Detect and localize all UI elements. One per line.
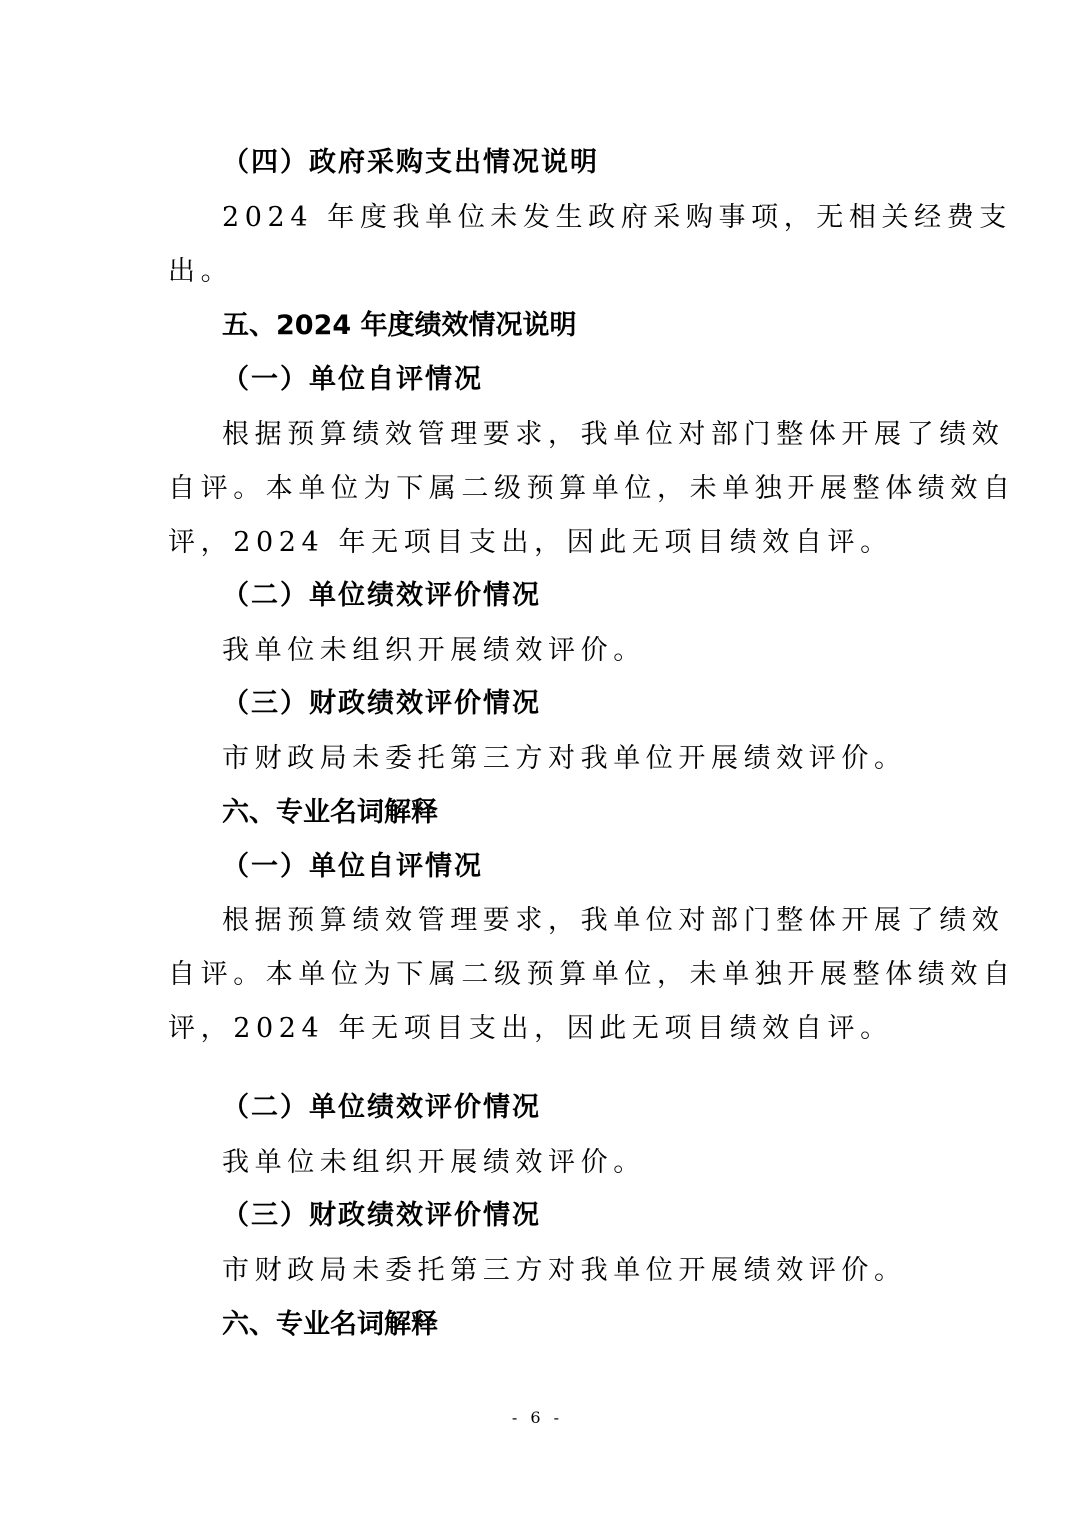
subheading-unit-evaluation: （二）单位绩效评价情况 [222,1092,541,1123]
section-heading-terms: 六、专业名词解释 [222,1309,438,1340]
paragraph-line: 出。 [168,256,234,287]
section-heading-terms: 六、专业名词解释 [222,797,438,828]
subheading-self-evaluation: （一）单位自评情况 [222,364,483,395]
page-number: - 6 - [511,1408,564,1427]
subheading-self-evaluation: （一）单位自评情况 [222,851,483,882]
paragraph-line: 2024 年度我单位未发生政府采购事项，无相关经费支 [222,202,1012,233]
paragraph-line: 自评。本单位为下属二级预算单位，未单独开展整体绩效自 [168,959,1016,990]
subheading-finance-evaluation: （三）财政绩效评价情况 [222,1200,541,1231]
paragraph-line: 评，2024 年无项目支出，因此无项目绩效自评。 [168,527,893,558]
paragraph-line: 市财政局未委托第三方对我单位开展绩效评价。 [222,1255,907,1286]
paragraph-line: 根据预算绩效管理要求，我单位对部门整体开展了绩效 [222,419,1005,450]
paragraph-line: 我单位未组织开展绩效评价。 [222,635,646,666]
subheading-unit-evaluation: （二）单位绩效评价情况 [222,580,541,611]
subheading-government-procurement: （四）政府采购支出情况说明 [222,147,599,178]
paragraph-line: 我单位未组织开展绩效评价。 [222,1147,646,1178]
subheading-finance-evaluation: （三）财政绩效评价情况 [222,688,541,719]
paragraph-line: 评，2024 年无项目支出，因此无项目绩效自评。 [168,1013,893,1044]
paragraph-line: 市财政局未委托第三方对我单位开展绩效评价。 [222,743,907,774]
section-heading-performance: 五、2024 年度绩效情况说明 [222,310,577,341]
paragraph-line: 根据预算绩效管理要求，我单位对部门整体开展了绩效 [222,905,1005,936]
paragraph-line: 自评。本单位为下属二级预算单位，未单独开展整体绩效自 [168,473,1016,504]
